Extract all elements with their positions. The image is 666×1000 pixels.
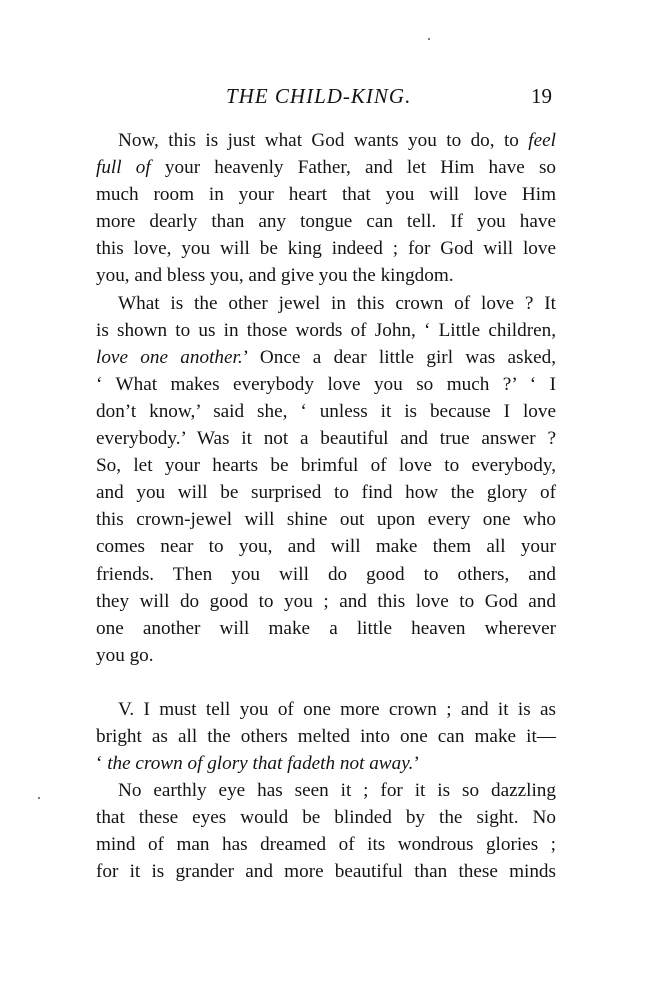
text-line: and you will be surprised to find how the glory of <box>96 482 556 504</box>
paragraph-1 <box>96 127 556 290</box>
scan-speck <box>38 797 40 799</box>
paragraph-2 <box>96 290 556 669</box>
text-line: No earthly eye has seen it ; for it is so dazzling <box>118 780 556 802</box>
text-line: for it is grander and more beautiful than these minds <box>96 861 556 883</box>
page-header <box>96 84 556 114</box>
text-line: everybody.’ Was it not a beautiful and true answer ? <box>96 428 556 450</box>
text-line: is shown to us in those words of John, ‘ Little children, <box>96 319 556 341</box>
text-line: So, let your hearts be brimful of love to everybody, <box>96 455 556 477</box>
running-title: THE CHILD-KING. <box>226 84 412 108</box>
text-line: don’t know,’ said she, ‘ unless it is because I love <box>96 400 556 422</box>
text-line: you, and bless you, and give you the kingdom. <box>96 265 454 287</box>
paragraph-4 <box>96 777 556 885</box>
text-line: V. I must tell you of one more crown ; and it is as <box>118 698 556 720</box>
text-line: you go. <box>96 644 154 666</box>
body-text <box>96 127 556 886</box>
text-line: love one another.’ Once a dear little girl was asked, <box>96 346 556 368</box>
text-line: they will do good to you ; and this love to God and <box>96 590 556 612</box>
text-line: comes near to you, and will make them all your <box>96 536 556 558</box>
text-line: mind of man has dreamed of its wondrous glories ; <box>96 834 556 856</box>
scan-speck <box>428 38 430 40</box>
text-line: Now, this is just what God wants you to do, to feel <box>118 130 556 151</box>
text-line: friends. Then you will do good to others, and <box>96 563 556 585</box>
paragraph-3 <box>96 696 556 777</box>
text-line: full of your heavenly Father, and let Him have so <box>96 157 557 179</box>
text-line: more dearly than any tongue can tell. If you have <box>96 211 556 233</box>
text-line: that these eyes would be blinded by the sight. No <box>96 807 556 829</box>
text-line: bright as all the others melted into one can make it— <box>96 725 556 747</box>
text-line: ‘ What makes everybody love you so much ?’ ‘ I <box>96 373 556 395</box>
text-line: this love, you will be king indeed ; for God will love <box>96 238 556 260</box>
text-line: ‘ the crown of glory that fadeth not away.’ <box>96 753 420 775</box>
text-line: one another will make a little heaven wherever <box>96 617 556 639</box>
text-line: What is the other jewel in this crown of love ? It <box>118 292 556 314</box>
text-line: this crown-jewel will shine out upon every one who <box>96 509 556 531</box>
page-number: 19 <box>531 84 552 108</box>
text-line: much room in your heart that you will love Him <box>96 184 556 206</box>
